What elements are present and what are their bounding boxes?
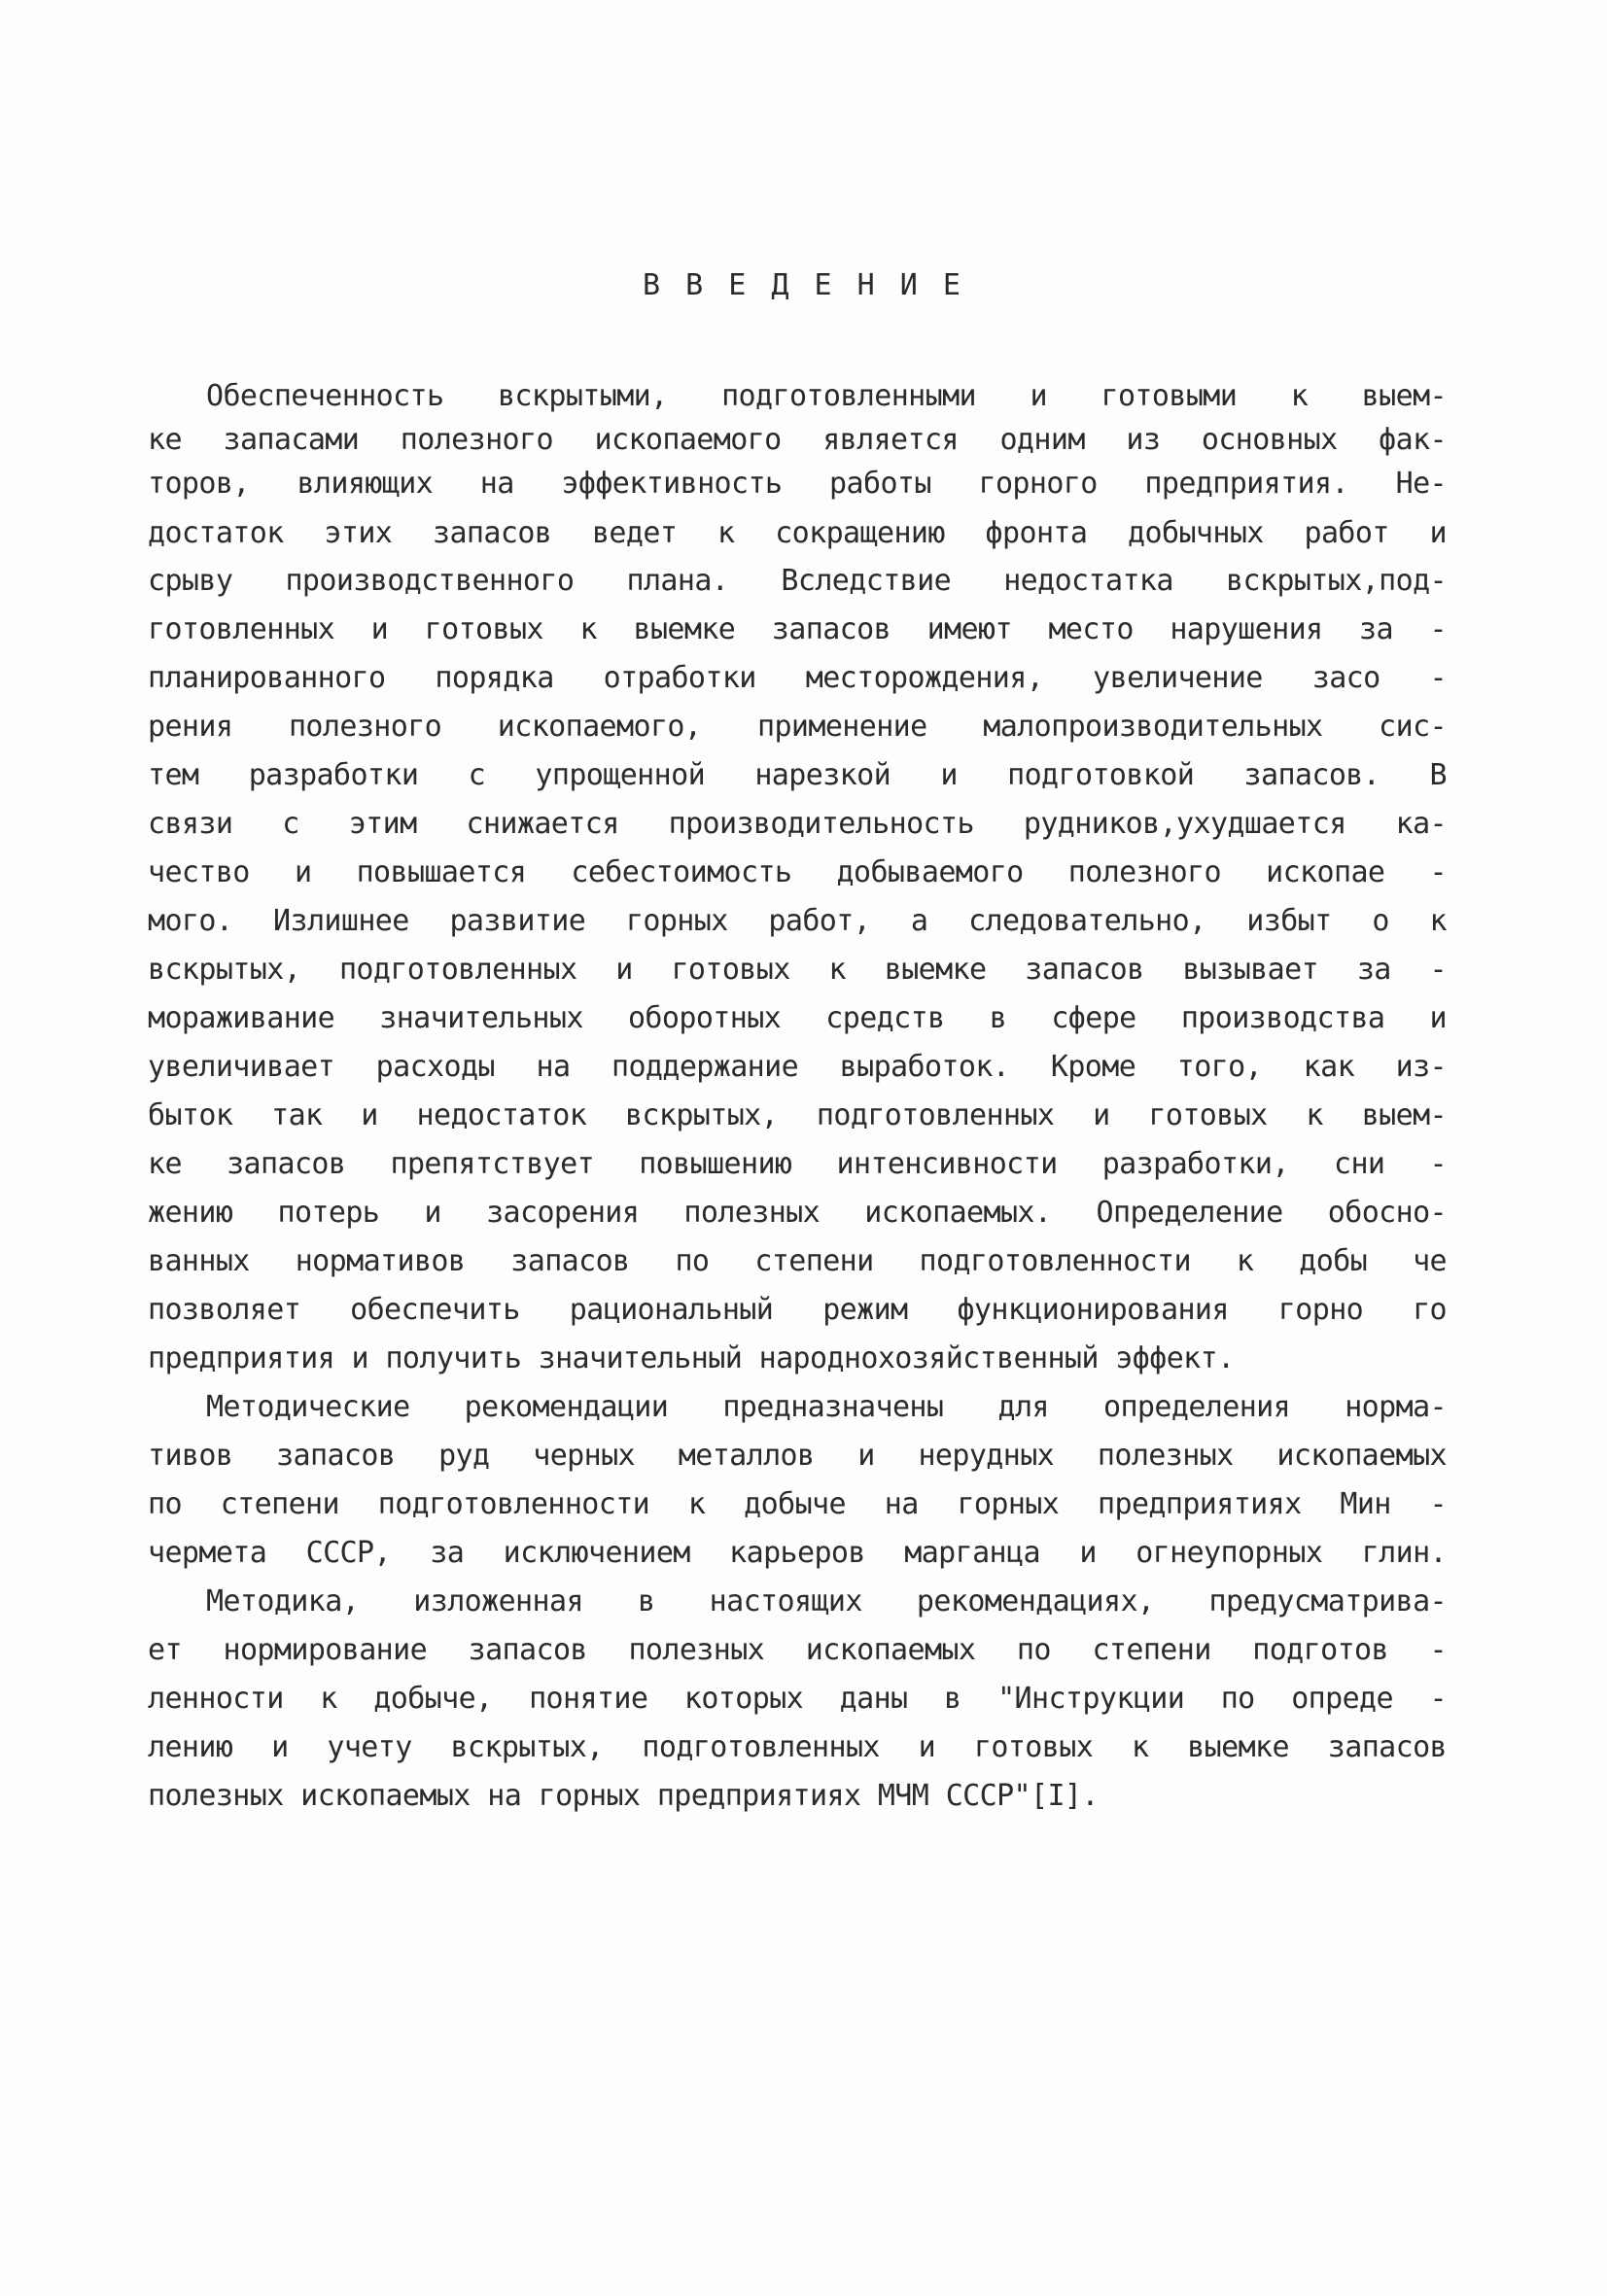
- text-line: торов, влияющих на эффективность работы горного предприятия. Не-: [148, 467, 1447, 501]
- text-line: ке запасов препятствует повышению интенсивности разработки, сни -: [148, 1147, 1447, 1181]
- text-line: ке запасами полезного ископаемого является одним из основных фак-: [148, 423, 1447, 457]
- text-line: связи с этим снижается производительность рудников,ухудшается ка-: [148, 807, 1447, 841]
- text-line: срыву производственного плана. Вследствие недостатка вскрытых,под-: [148, 564, 1447, 598]
- text-line: быток так и недостаток вскрытых, подготовленных и готовых к выем-: [148, 1098, 1447, 1132]
- text-line: чество и повышается себестоимость добываемого полезного ископае -: [148, 855, 1447, 889]
- text-line: лению и учету вскрытых, подготовленных и готовых к выемке запасов: [148, 1730, 1447, 1764]
- text-line: мораживание значительных оборотных средств в сфере производства и: [148, 1001, 1447, 1035]
- text-line: ленности к добыче, понятие которых даны в "Инструкции по опреде -: [148, 1682, 1447, 1716]
- text-line: Методические рекомендации предназначены для определения норма-: [206, 1390, 1447, 1424]
- text-line: вскрытых, подготовленных и готовых к выемке запасов вызывает за -: [148, 953, 1447, 987]
- text-line: позволяет обеспечить рациональный режим функционирования горно го: [148, 1293, 1447, 1327]
- text-line: предприятия и получить значительный народнохозяйственный эффект.: [148, 1341, 1235, 1375]
- text-line: ет нормирование запасов полезных ископаемых по степени подготов -: [148, 1633, 1447, 1667]
- page-heading: В В Е Д Е Н И Е: [643, 268, 964, 302]
- text-line: готовленных и готовых к выемке запасов имеют место нарушения за -: [148, 612, 1447, 646]
- text-line: увеличивает расходы на поддержание выработок. Кроме того, как из-: [148, 1050, 1447, 1084]
- text-line: Обеспеченность вскрытыми, подготовленными и готовыми к выем-: [206, 379, 1447, 413]
- text-line: тивов запасов руд черных металлов и нерудных полезных ископаемых: [148, 1439, 1447, 1473]
- text-line: достаток этих запасов ведет к сокращению фронта добычных работ и: [148, 516, 1447, 550]
- text-line: планированного порядка отработки месторождения, увеличение засо -: [148, 661, 1447, 695]
- text-line: жению потерь и засорения полезных ископаемых. Определение обосно-: [148, 1196, 1447, 1230]
- text-line: Методика, изложенная в настоящих рекомендациях, предусматрива-: [206, 1584, 1447, 1618]
- text-line: рения полезного ископаемого, применение малопроизводительных сис-: [148, 710, 1447, 744]
- text-line: мого. Излишнее развитие горных работ, а следовательно, избыт о к: [148, 904, 1447, 938]
- text-line: по степени подготовленности к добыче на горных предприятиях Мин -: [148, 1487, 1447, 1521]
- text-line: чермета СССР, за исключением карьеров марганца и огнеупорных глин.: [148, 1536, 1447, 1570]
- text-line: тем разработки с упрощенной нарезкой и подготовкой запасов. В: [148, 758, 1447, 792]
- text-line: полезных ископаемых на горных предприятиях МЧМ СССР"[I].: [148, 1779, 1099, 1813]
- text-line: ванных нормативов запасов по степени подготовленности к добы че: [148, 1244, 1447, 1278]
